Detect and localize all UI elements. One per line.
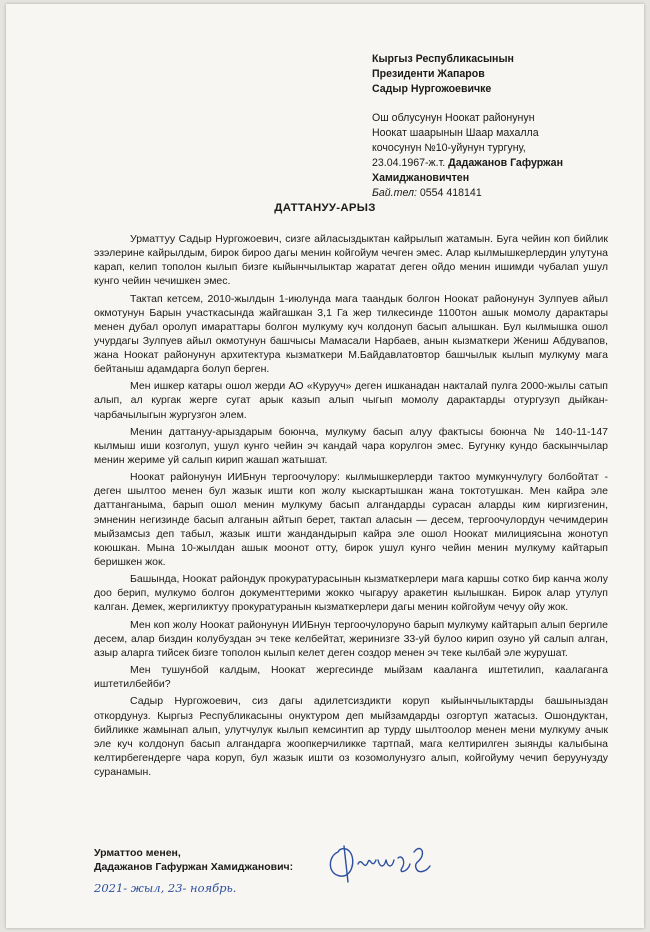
paragraph: Мен коп жолу Ноокат районунун ИИБнун тергоочулоруно барып мулкуму кайтарып алып бергиле десем, алар биздин колубуздан эч теке келбейтат, жеринизге 33-уй булоо кирип озуно уй салып алган, азыр аларга тийсек бизге тополон кылып келет деген создор менен эч теке кылбай эле журушат. bbox=[94, 618, 608, 659]
signature-image bbox=[324, 838, 444, 888]
paragraph: Ноокат районунун ИИБнун тергоочулору: кылмышкерлерди тактоо мумкунчулугу болбойтат - деген шылтоо менен бул жазык ишти коп жолу кыскартышкан жана токтотушкан. Мен кайра эле даттанганыма, барып ошол менин мулкуму басып алгандарды сурасан аларды ким киргизгенин, эмненин негизинде басып алганын айтып берет, тактап аласын — десем, тергоочулордун чечимдерин мыйзамсыз деп табыл, жазык ишти жандандырып кайра эле ошол Ноокат милициясына жонотуп коюшкан. Мына 10-жылдан ашык моонот отту, бирок ушул кунго чейин менин мулкуму кайтарып беришкен жок. bbox=[94, 471, 608, 568]
paragraph: Тактап кетсем, 2010-жылдын 1-июлунда мага таандык болгон Ноокат районунун Зулпуев айыл окмотунун Барын участкасында жайгашкан 3,1 Га жер тилкесинде 1100тон ашык момолу дарактары менен дубал оролуп имараттары болгон мулкуму куч колдонуп басып алышкан. Бул кылмышка ошол учурдагы Зулпуев айыл окмотунун башчысы Мамасали Нарбаев, анын кызматкери Жениш Абдувапов, жана Ноокат районунун архитектура кызматкери М.Байдавлатовтор башчылык кылып мулкуму мага бейтаныш адамдарга болуп берген. bbox=[94, 292, 608, 376]
paragraph: Башында, Ноокат райондук прокуратурасынын кызматкерлери мага каршы сотко бир канча жолу доо берип, мулкумо болгон документтерими жокко чыгаруу аракетин кылышкан. Бирок алар утулуп калган. Демек, жергиликтуу прокуратуранын кызматкерлери дагы менин койгойум чечуу ойу жок. bbox=[94, 573, 608, 614]
document-title: ДАТТАНУУ-АРЫЗ bbox=[274, 202, 376, 214]
sender-name: Дадажанов Гафуржан bbox=[448, 157, 563, 169]
sender-patronymic: Хамиджановичтен bbox=[372, 172, 470, 184]
closing-regards: Урматтоо менен, bbox=[94, 847, 181, 859]
sender-line: Ноокат шаарынын Шаар махалла bbox=[372, 127, 539, 139]
sender-line: кочосунун №10-уйунун тургуну, bbox=[372, 142, 526, 154]
sender-line: Ош облусунун Ноокат районунун bbox=[372, 112, 535, 124]
paragraph: Менин даттануу-арыздарым боюнча, мулкуму басып алуу фактысы боюнча № 140-11-147 кылмыш иши козголуп, ушул кунго чейин эч кандай чара корулгон эмес. Бугунку кундо баскынчылар менин жериме уй салып кирип жашап жатышат. bbox=[94, 425, 608, 466]
paragraph: Садыр Нургожоевич, сиз дагы адилетсиздикти коруп кыйынчылыктарды башыныздан откордунуз. Кыргыз Республикасыны онуктуром деп мыйзамдарды озгортуп жатасыз. Ошондуктан, бийликке жамынап алып, улутчулук кылып кемсинтип ар турду шылтоолор менен мени мулкуму ачык эле куч колдонуп басып алгандарга жоопкерчиликке тартпай, мага келтирилген зыянды калыбына келтирбегендерге чара коруп, бул жазык ишти оз козомолунузго алып, койгойуму чечип беруунузду суранамын. bbox=[94, 695, 608, 778]
handwritten-date: 2021- жыл, 23- ноябрь. bbox=[94, 881, 237, 895]
recipient-line: Садыр Нургожоевичке bbox=[372, 83, 492, 95]
phone-line bbox=[372, 186, 563, 201]
paragraph: Мен ишкер катары ошол жерди АО «Курууч» деген ишканадан накталай пулга 2000-жылы сатып алып, ал кургак жерге сугат арык казып алып чыгып момолу дарактарды отургузуп дыйкан-чарбачылыгын жургузгон элем. bbox=[94, 380, 608, 421]
birth-date: 23.04.1967-ж.т. bbox=[372, 157, 446, 169]
closing-name: Дадажанов Гафуржан Хамиджанович: bbox=[94, 861, 294, 873]
paragraph: Мен тушунбой калдым, Ноокат жергесинде мыйзам каалангa иштетилип, каалаганга иштетилбейби? bbox=[94, 664, 608, 691]
paragraph: Урматтуу Садыр Нургожоевич, сизге айласыздыктан кайрылып жатамын. Буга чейин коп бийлик эзэлерине кайрылдым, бирок бироо дагы менин койгойум чечген эмес. Алар кылмышкерлердин улутуна карап, келип тополон кылып бизге кыйынчылыктар жаратат деген ойдо менин ишимди чубалап ушул кунго чейин чечишкен эмес. bbox=[94, 233, 608, 288]
recipient-line: Кыргыз Республикасынын bbox=[372, 53, 514, 65]
phone-number: 0554 418141 bbox=[419, 187, 482, 199]
recipient-block bbox=[372, 52, 514, 97]
sender-line bbox=[372, 156, 563, 171]
phone-label: Бай.тел: bbox=[372, 187, 417, 199]
closing-block bbox=[94, 846, 293, 874]
letter-page bbox=[6, 4, 644, 928]
letter-body bbox=[94, 232, 608, 782]
sender-block bbox=[372, 111, 563, 201]
recipient-line: Президенти Жапаров bbox=[372, 68, 485, 80]
